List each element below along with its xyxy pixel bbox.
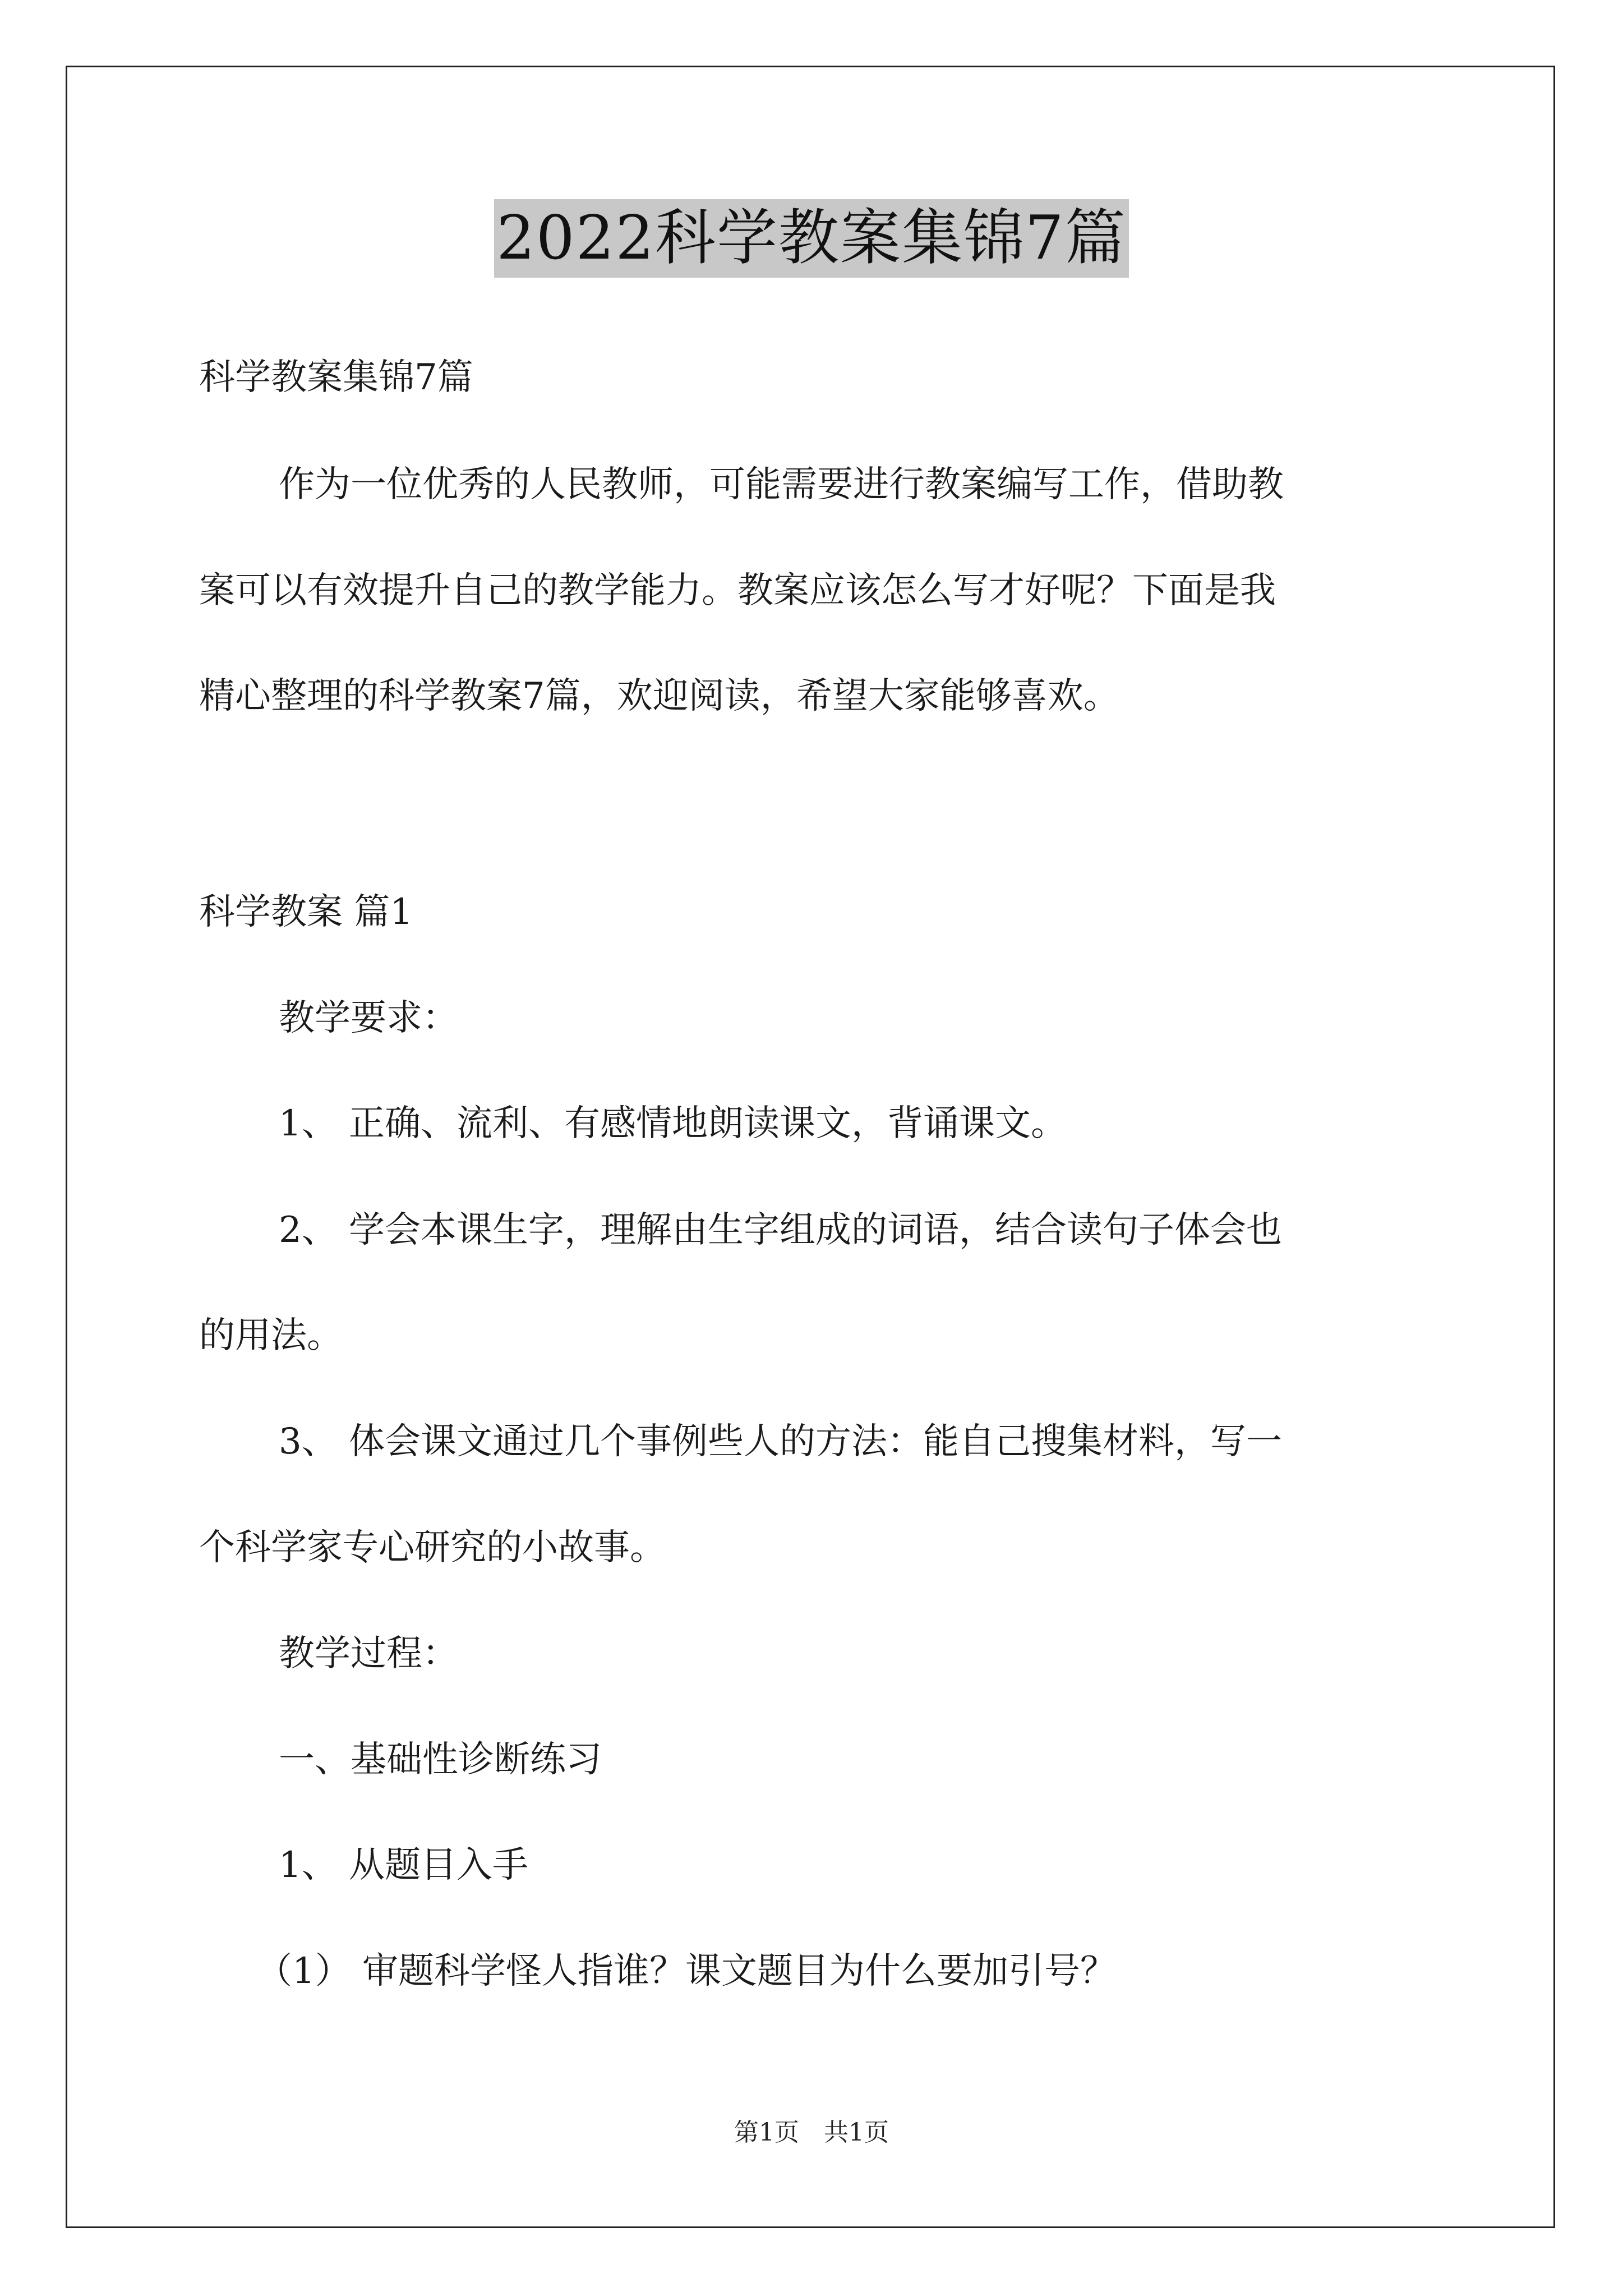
requirement-item-3-line-1: 3、 体会课文通过几个事例些人的方法：能自己搜集材料，写一	[279, 1421, 1283, 1462]
document-title: 2022科学教案集锦7篇	[494, 199, 1129, 278]
intro-line-1: 作为一位优秀的人民教师，可能需要进行教案编写工作，借助教	[279, 464, 1284, 505]
requirement-item-2-line-1: 2、 学会本课生字，理解由生字组成的词语，结合读句子体会也	[279, 1209, 1283, 1251]
intro-line-2: 案可以有效提升自己的教学能力。教案应该怎么写才好呢？下面是我	[199, 570, 1276, 611]
teaching-requirements-label: 教学要求：	[279, 997, 458, 1039]
page-footer: 第1页 共1页	[734, 2118, 889, 2147]
part-1-heading: 一、基础性诊断练习	[279, 1739, 602, 1780]
sub-item-1: （1） 审题科学怪人指谁？课文题目为什么要加引号？	[256, 1950, 1117, 1992]
step-1: 1、 从题目入手	[279, 1844, 529, 1886]
requirement-item-1: 1、 正确、流利、有感情地朗读课文，背诵课文。	[279, 1103, 1067, 1144]
requirement-item-3-line-2: 个科学家专心研究的小故事。	[199, 1527, 666, 1568]
teaching-process-label: 教学过程：	[279, 1633, 458, 1674]
document-subtitle: 科学教案集锦7篇	[199, 357, 473, 398]
title-container	[0, 199, 1623, 278]
section-heading: 科学教案 篇1	[199, 891, 413, 933]
intro-line-3: 精心整理的科学教案7篇，欢迎阅读，希望大家能够喜欢。	[199, 675, 1119, 717]
requirement-item-2-line-2: 的用法。	[199, 1315, 343, 1356]
